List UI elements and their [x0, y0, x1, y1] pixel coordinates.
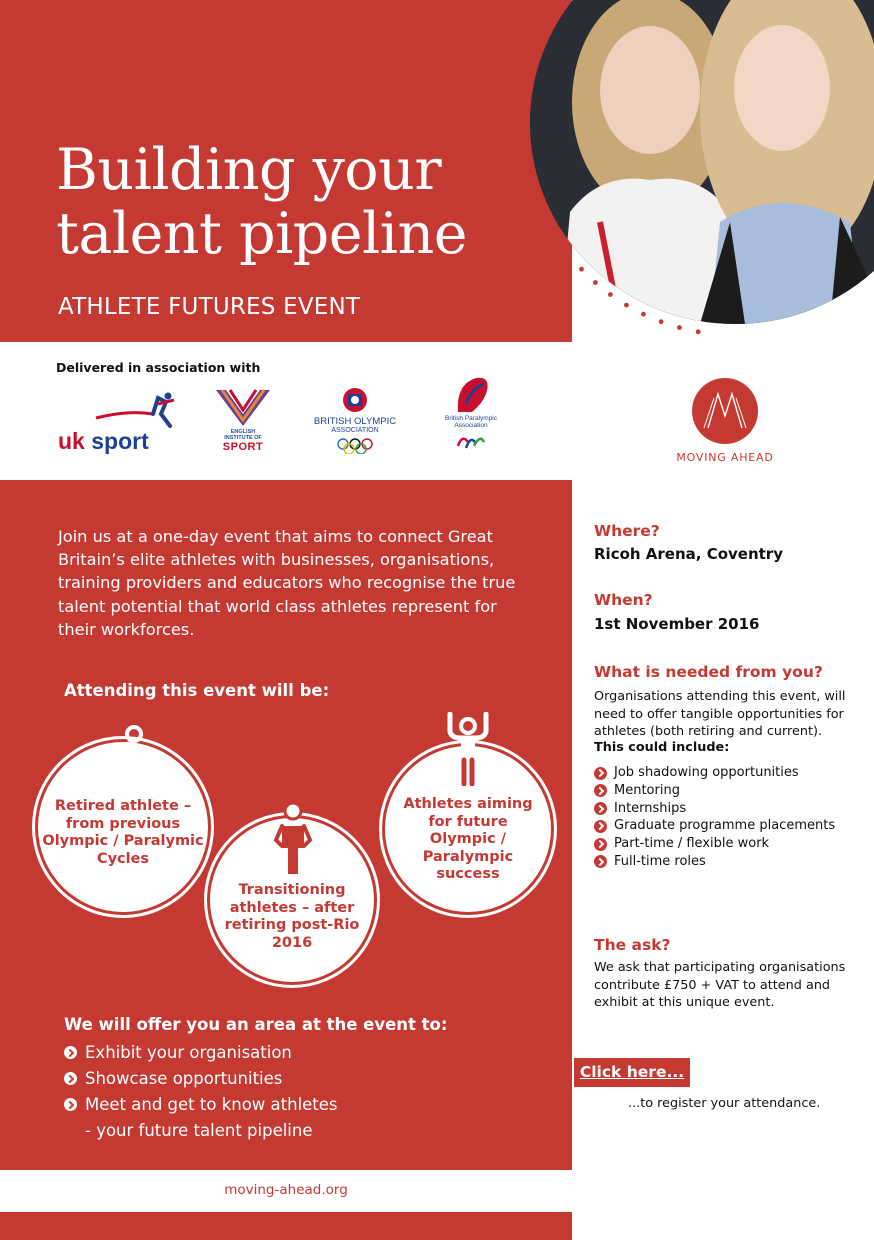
uk-sport-figure-icon [58, 392, 188, 432]
uk-sport-logo [58, 392, 188, 458]
offer-list [64, 1040, 338, 1144]
footer-website-link[interactable]: moving-ahead.org [224, 1182, 348, 1198]
needed-text: Organisations attending this event, will need to offer tangible opportunities for athletes (both retiring and current). [594, 689, 846, 739]
ask-text: We ask that participating organisations contribute £750 + VAT to attend and exhibit at this unique event. [594, 960, 846, 1010]
list-item [64, 1066, 338, 1092]
arms-raised-athlete-icon [442, 712, 494, 786]
bpa-line2: Association [454, 422, 488, 429]
chevron-right-icon [594, 838, 607, 851]
needed-list [594, 764, 864, 871]
needed-item-4: Graduate programme placements [614, 818, 836, 834]
eis-line1: ENGLISH [230, 429, 256, 435]
when-label: When? [594, 591, 653, 609]
chevron-right-icon [64, 1072, 77, 1085]
title-line-1: Building your [56, 137, 442, 203]
list-item [64, 1040, 338, 1066]
arc-dot [579, 267, 584, 272]
list-item [594, 764, 864, 782]
arc-dot [624, 303, 629, 308]
english-institute-of-sport-logo [214, 388, 272, 458]
arc-dot [696, 329, 701, 334]
moving-ahead-wordmark: MOVING AHEAD [676, 451, 774, 464]
delivered-label: Delivered in association with [56, 360, 261, 375]
boa-line1: BRITISH OLYMPIC [313, 416, 397, 427]
needed-item-5: Part-time / flexible work [614, 836, 770, 852]
arc-dot [641, 312, 646, 317]
uk-sport-part2: sport [84, 428, 149, 454]
arc-dot [608, 292, 613, 297]
british-olympic-association-logo [310, 386, 400, 458]
list-item [594, 782, 864, 800]
list-item [594, 853, 864, 871]
circle-retired-athlete-text: Retired athlete – from previous Olympic / Paralymic Cycles [42, 798, 204, 867]
when-value-wrap [594, 615, 864, 633]
chevron-right-icon [594, 802, 607, 815]
list-item [64, 1092, 338, 1144]
arc-dot [677, 325, 682, 330]
ask-label: The ask? [594, 936, 671, 954]
chevron-right-icon [594, 855, 607, 868]
bpa-wordmark [436, 415, 506, 429]
eis-line2: INSTITUTE OF [224, 435, 262, 441]
page-title [56, 138, 556, 266]
standing-athlete-icon [270, 800, 316, 876]
event-subtitle: ATHLETE FUTURES EVENT [58, 294, 361, 320]
intro-paragraph: Join us at a one-day event that aims to connect Great Britain’s elite athletes with businesses, organisations, training providers and educators who recognise the true talent potential that world class athletes represent for their workforces. [58, 527, 516, 639]
list-item [594, 817, 864, 835]
uk-sport-wordmark [58, 428, 149, 455]
eis-wordmark [214, 429, 272, 453]
ask-section [594, 936, 864, 954]
needed-item-3: Internships [614, 800, 687, 816]
needed-item-1: Job shadowing opportunities [614, 765, 799, 780]
where-section [594, 522, 864, 540]
needed-item-6: Full-time roles [614, 853, 706, 869]
moving-ahead-emblem [692, 378, 758, 444]
bottom-bar [0, 1212, 572, 1240]
offer-item-3-continuation: - your future talent pipeline [85, 1121, 313, 1140]
decorative-dotted-arc [530, 0, 874, 352]
boa-line2: ASSOCIATION [331, 427, 379, 434]
moving-ahead-m-icon [692, 378, 758, 444]
circle-future-athletes-text: Athletes aiming for future Olympic / Paralympic success [403, 796, 533, 882]
chevron-right-icon [594, 767, 607, 780]
chevron-right-icon [594, 820, 607, 833]
needed-label: What is needed from you? [594, 663, 823, 681]
bpa-lion-icon [436, 374, 506, 414]
register-click-button[interactable]: Click here... [574, 1058, 690, 1087]
attending-heading: Attending this event will be: [64, 681, 330, 700]
circle-transitioning-athletes-text: Transitioning athletes – after retiring post-Rio 2016 [224, 882, 360, 951]
uk-sport-part1: uk [58, 428, 85, 454]
bpa-line1: British Paralympic [444, 415, 497, 422]
chevron-right-icon [64, 1098, 77, 1111]
arc-dot [537, 203, 542, 208]
arc-dot [593, 280, 598, 285]
offer-item-1: Exhibit your organisation [85, 1043, 292, 1062]
hero-banner [0, 0, 572, 342]
register-caption: ...to register your attendance. [628, 1096, 821, 1111]
eis-v-icon [214, 388, 272, 428]
where-value-wrap [594, 545, 864, 563]
needed-section [594, 663, 864, 681]
when-section [594, 591, 864, 609]
arc-dot [545, 220, 550, 225]
offer-heading: We will offer you an area at the event to: [64, 1015, 448, 1034]
olympic-rings-icon [337, 438, 373, 454]
arc-dot [659, 319, 664, 324]
arc-dot [566, 252, 571, 257]
list-item [594, 800, 864, 818]
running-athlete-icon [88, 722, 158, 786]
offer-item-3: Meet and get to know athletes [85, 1095, 338, 1114]
offer-item-2: Showcase opportunities [85, 1069, 283, 1088]
chevron-right-icon [594, 784, 607, 797]
agitos-icon [454, 432, 488, 452]
arc-dot [555, 237, 560, 242]
boa-lion-icon [310, 386, 400, 416]
title-line-2: talent pipeline [56, 201, 467, 267]
could-include-label: This could include: [594, 740, 730, 755]
british-paralympic-association-logo [436, 374, 506, 460]
list-item [594, 835, 864, 853]
boa-wordmark [310, 417, 400, 435]
needed-item-2: Mentoring [614, 782, 680, 798]
where-value: Ricoh Arena, Coventry [594, 545, 783, 563]
moving-ahead-logo [666, 378, 784, 468]
where-label: Where? [594, 522, 660, 540]
chevron-right-icon [64, 1046, 77, 1059]
arc-dot [531, 185, 536, 190]
eis-line3: SPORT [222, 441, 264, 453]
when-value: 1st November 2016 [594, 615, 760, 633]
